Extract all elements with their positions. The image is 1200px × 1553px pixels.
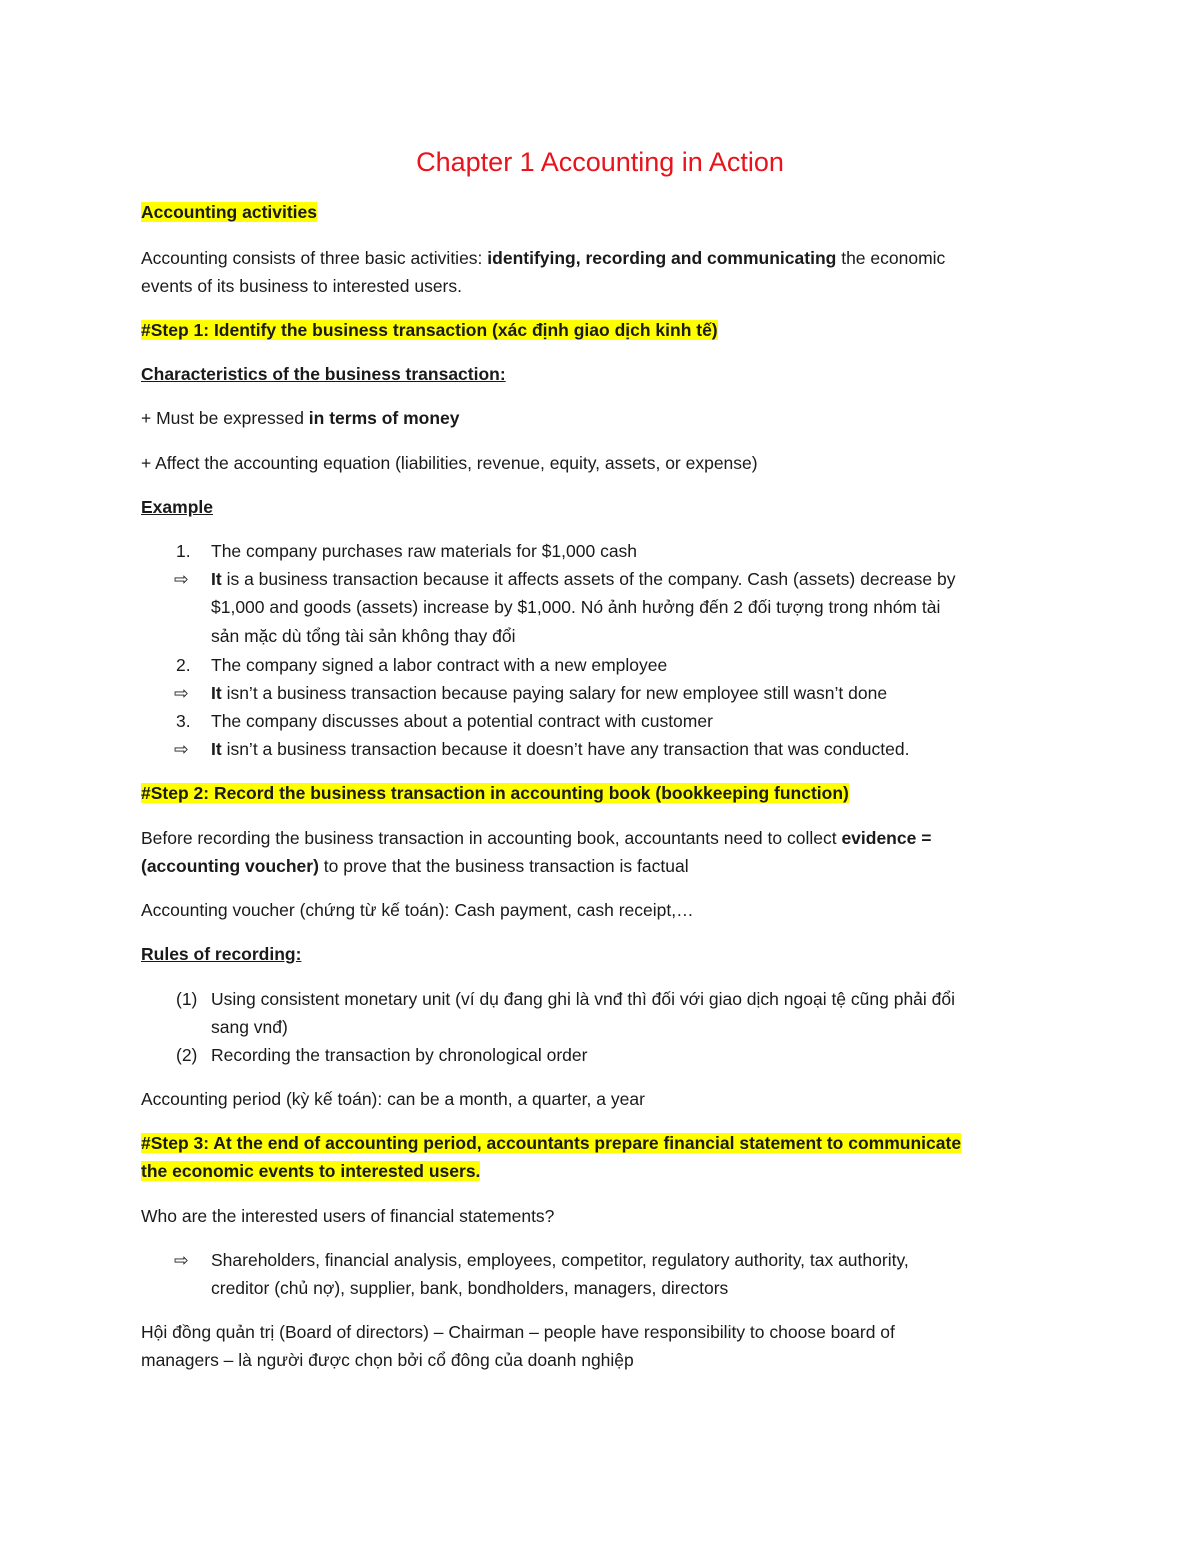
example-1-answer-l1 bbox=[211, 565, 955, 593]
before-text-end: to prove that the business transaction is factual bbox=[318, 856, 689, 876]
step3-heading-text: #Step 3: At the end of accounting period, accountants prepare financial statement to communicate bbox=[141, 1133, 962, 1153]
example-label bbox=[141, 493, 213, 521]
users-list-l2: creditor (chủ nợ), supplier, bank, bondholders, managers, directors bbox=[211, 1278, 729, 1298]
evidence-bold: evidence = bbox=[841, 828, 932, 848]
rule-1-l1: Using consistent monetary unit (ví dụ đang ghi là vnđ thì đối với giao dịch ngoại tệ cũng phải đổi bbox=[211, 989, 956, 1009]
answer-text: isn’t a business transaction because it doesn’t have any transaction that was conducted. bbox=[221, 739, 910, 759]
before-text: Before recording the business transaction in accounting book, accountants need to collect bbox=[141, 828, 842, 848]
example-label-text: Example bbox=[141, 497, 213, 517]
step3-heading-l1 bbox=[141, 1129, 961, 1157]
step3-heading-l2 bbox=[141, 1157, 480, 1185]
highlight-activities: Accounting activities bbox=[141, 202, 318, 222]
users-list-l1: Shareholders, financial analysis, employees, competitor, regulatory authority, tax authority, bbox=[211, 1250, 909, 1270]
voucher-bold: (accounting voucher) bbox=[141, 856, 319, 876]
example-1-answer-l2: $1,000 and goods (assets) increase by $1,000. Nó ảnh hưởng đến 2 đối tượng trong nhóm tài bbox=[211, 597, 941, 617]
before-recording-l1 bbox=[141, 824, 931, 852]
intro-line-2: events of its business to interested users. bbox=[141, 276, 462, 296]
intro-text: Accounting consists of three basic activities: bbox=[141, 248, 488, 268]
intro-line-1 bbox=[141, 244, 945, 272]
rules-label-text: Rules of recording: bbox=[141, 944, 302, 964]
answer-text: isn’t a business transaction because paying salary for new employee still wasn’t done bbox=[221, 683, 888, 703]
list-number-2: 2. bbox=[176, 655, 191, 675]
accounting-period: Accounting period (kỳ kế toán): can be a month, a quarter, a year bbox=[141, 1089, 645, 1109]
answer-text: is a business transaction because it affects assets of the company. Cash (assets) decrease by bbox=[221, 569, 956, 589]
rule-2-number: (2) bbox=[176, 1045, 198, 1065]
board-l2: managers – là người được chọn bởi cổ đông của doanh nghiệp bbox=[141, 1350, 634, 1370]
answer-bold: It bbox=[211, 683, 222, 703]
intro-bold: identifying, recording and communicating bbox=[487, 248, 837, 268]
board-l1: Hội đồng quản trị (Board of directors) – Chairman – people have responsibility to choose board of bbox=[141, 1322, 895, 1342]
rule-1-number: (1) bbox=[176, 989, 198, 1009]
step2-heading-text: #Step 2: Record the business transaction in accounting book (bookkeeping function) bbox=[141, 783, 849, 803]
example-3-answer bbox=[211, 735, 909, 763]
users-question: Who are the interested users of financial statements? bbox=[141, 1206, 555, 1226]
rules-label bbox=[141, 940, 301, 968]
before-recording-l2 bbox=[141, 852, 689, 880]
list-number-1: 1. bbox=[176, 541, 191, 561]
example-3: The company discusses about a potential contract with customer bbox=[211, 711, 713, 731]
step3-heading-text-2: the economic events to interested users. bbox=[141, 1161, 481, 1181]
example-2-answer bbox=[211, 679, 887, 707]
intro-text-end: the economic bbox=[836, 248, 946, 268]
arrow-icon: ⇨ bbox=[174, 569, 189, 589]
char1-bold: in terms of money bbox=[308, 408, 460, 428]
step2-heading bbox=[141, 779, 849, 807]
accounting-voucher: Accounting voucher (chứng từ kế toán): Cash payment, cash receipt,… bbox=[141, 900, 694, 920]
characteristics-label-text: Characteristics of the business transaction: bbox=[141, 364, 506, 384]
arrow-icon: ⇨ bbox=[174, 683, 189, 703]
answer-bold: It bbox=[211, 739, 222, 759]
page-title: Chapter 1 Accounting in Action bbox=[416, 147, 784, 177]
rule-2: Recording the transaction by chronological order bbox=[211, 1045, 588, 1065]
step1-heading bbox=[141, 316, 718, 344]
example-2: The company signed a labor contract with a new employee bbox=[211, 655, 668, 675]
arrow-icon: ⇨ bbox=[174, 739, 189, 759]
rule-1-l2: sang vnđ) bbox=[211, 1017, 288, 1037]
step1-heading-text: #Step 1: Identify the business transaction (xác định giao dịch kinh tế) bbox=[141, 320, 718, 340]
list-number-3: 3. bbox=[176, 711, 191, 731]
char1-text: + Must be expressed bbox=[141, 408, 309, 428]
characteristic-2: + Affect the accounting equation (liabilities, revenue, equity, assets, or expense) bbox=[141, 453, 758, 473]
characteristics-label bbox=[141, 360, 506, 388]
arrow-icon: ⇨ bbox=[174, 1250, 189, 1270]
section-heading-activities bbox=[141, 198, 317, 226]
example-1: The company purchases raw materials for $1,000 cash bbox=[211, 541, 638, 561]
answer-bold: It bbox=[211, 569, 222, 589]
example-1-answer-l3: sản mặc dù tổng tài sản không thay đổi bbox=[211, 626, 516, 646]
characteristic-1 bbox=[141, 404, 460, 432]
